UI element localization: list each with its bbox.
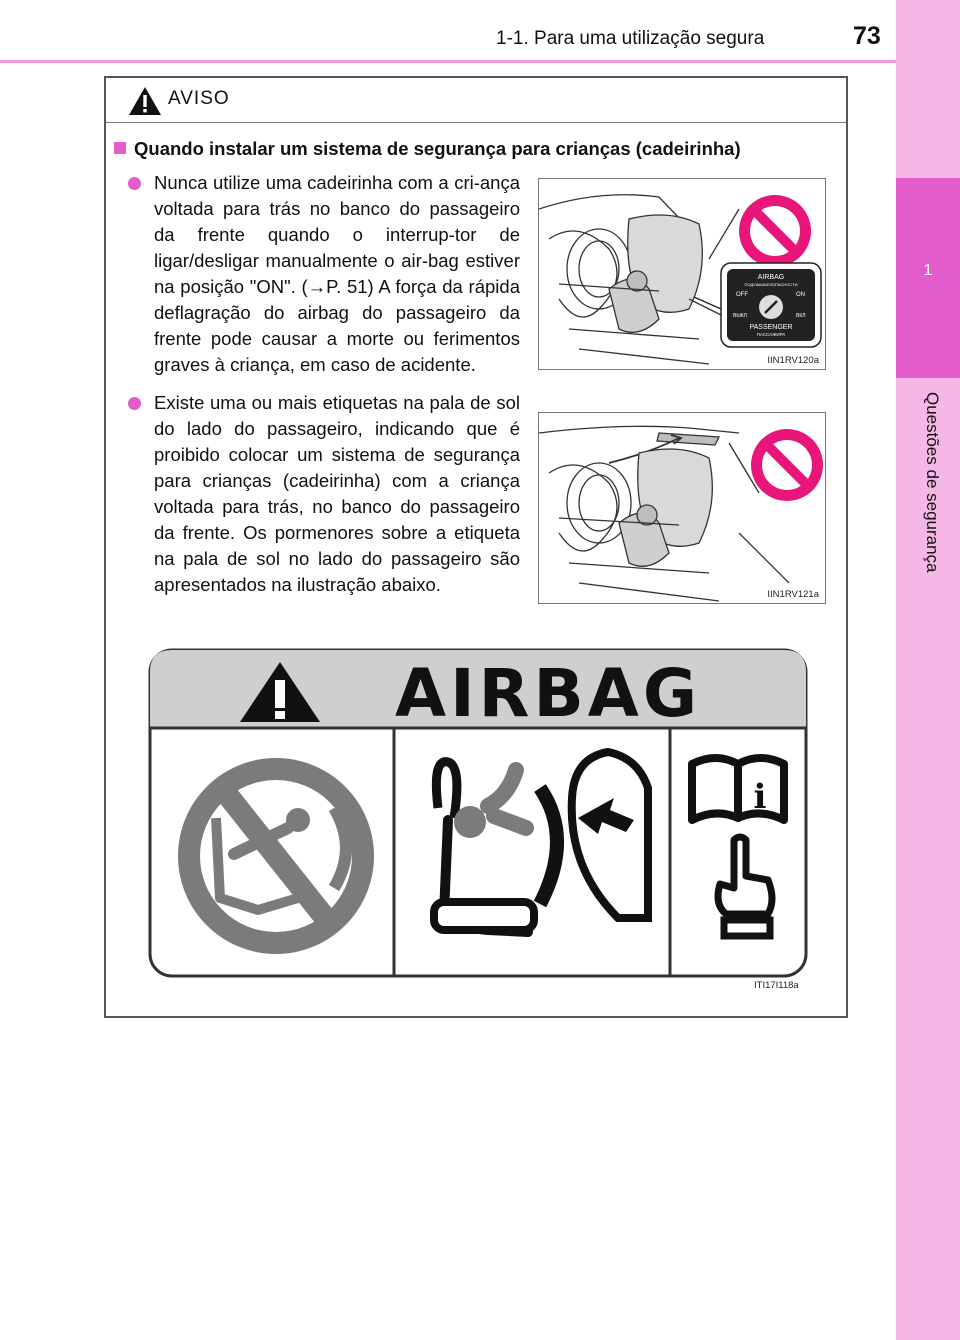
chapter-number-tab [896,178,960,378]
page-number: 73 [853,22,881,50]
switch-off-label: OFF [736,292,748,298]
warning-bullet [128,390,520,598]
chapter-label-wrap [914,392,944,612]
switch-on-label: ON [796,292,805,298]
warning-box [104,76,848,1018]
switch-off-ru: ВЫКЛ [733,313,747,319]
bullet-text: Existe uma ou mais etiquetas na pala de sol do lado do passageiro, indicando que é proibido colocar um sistema de segurança para crianças (cadeirinha) com a criança voltada para trás, no banco do passageiro da frente. Os pormenores sobre a etiqueta na pala de sol no lado do passageiro são apresentados na ilustração abaixo. [154,392,520,595]
warning-bullet [128,170,520,378]
figure-code: IIN1RV121a [767,589,819,600]
airbag-warning-label [148,648,808,978]
label-airbag-title: AIRBAG [394,655,702,732]
read-manual-icon [692,758,784,820]
bullet-text: Nunca utilize uma cadeirinha com a cri-ança voltada para trás no banco do passageiro da frente quando o interrup-tor de ligar/desligar manualmente o air-bag estiver na posição "ON". (→P. 51) A força da rápida deflagração do airbag do passageiro da frente pode causar a morte ou ferimentos graves à criança, em caso de acidente. [154,172,520,375]
no-rear-facing-seat-icon [178,758,374,954]
sun-visor-illustration [539,413,826,604]
chapter-number: 1 [923,262,933,279]
figure-code: IIN1RV120a [767,355,819,366]
bullet-dot-icon [128,177,141,190]
switch-title: AIRBAG [757,274,785,281]
warning-triangle-icon [128,86,162,116]
square-bullet-icon [114,142,126,154]
switch-on-ru: ВКЛ [796,313,806,319]
chapter-side-tab [896,0,960,1340]
warning-heading-text: Quando instalar um sistema de segurança para crianças (cadeirinha) [134,138,741,159]
label-figure-code: ITI17I118a [754,980,799,991]
svg-text:i: i [753,777,767,817]
warning-label: AVISO [168,88,230,109]
switch-passenger-ru: ПАССАЖИРА [756,332,786,337]
header-rule [0,60,896,63]
figure-sun-visor-label [538,412,826,604]
car-interior-illustration [539,179,826,370]
warning-header [106,78,846,123]
bullet-dot-icon [128,397,141,410]
chapter-label: Questões de segurança [923,392,942,573]
section-title: 1-1. Para uma utilização segura [496,28,765,49]
warning-heading [114,138,741,160]
switch-subtitle: ПОДУШКАБЕЗОПАСНОСТИ [744,282,798,287]
switch-passenger: PASSENGER [749,324,793,331]
figure-rear-facing-seat-switch [538,178,826,370]
